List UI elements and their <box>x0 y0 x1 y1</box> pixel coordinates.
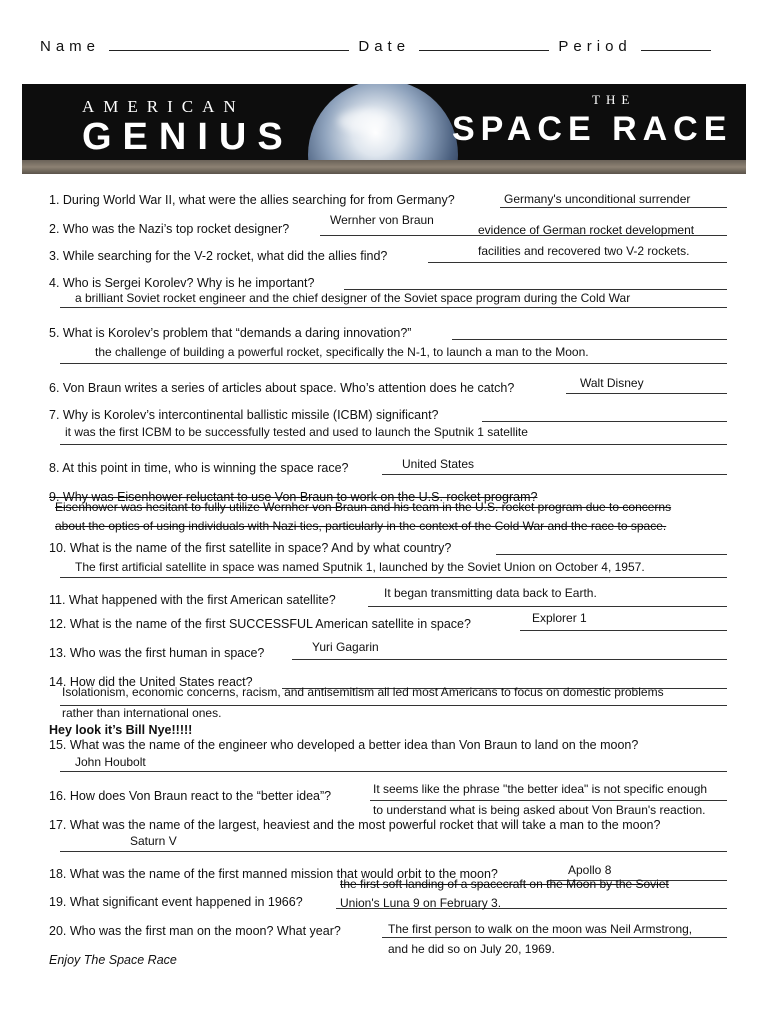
period-field[interactable] <box>641 38 711 51</box>
question-16: 16. How does Von Braun react to the “better idea”? <box>49 789 332 803</box>
question-9: 9. Why was Eisenhower reluctant to use Von Braun to work on the U.S. rocket program? <box>49 490 538 504</box>
answer-line-5b[interactable] <box>60 363 727 364</box>
answer-3-line-2: facilities and recovered two V-2 rockets. <box>478 244 690 258</box>
answer-line-4b[interactable] <box>60 307 727 308</box>
answer-19-line-1: the first soft landing of a spacecraft on the Moon by the Soviet <box>340 877 669 891</box>
answer-1: Germany's unconditional surrender <box>504 192 691 206</box>
question-20: 20. Who was the first man on the moon? What year? <box>49 924 341 938</box>
answer-12: Explorer 1 <box>532 611 587 625</box>
question-6: 6. Von Braun writes a series of articles about space. Who’s attention does he catch? <box>49 381 515 395</box>
question-19: 19. What significant event happened in 1966? <box>49 895 303 909</box>
question-12: 12. What is the name of the first SUCCESSFUL American satellite in space? <box>49 617 471 631</box>
answer-5: the challenge of building a powerful rocket, specifically the N-1, to launch a man to the Moon. <box>95 345 589 359</box>
question-15: 15. What was the name of the engineer who developed a better idea than Von Braun to land on the moon? <box>49 738 639 752</box>
footer-note: Enjoy The Space Race <box>49 953 177 967</box>
answer-8: United States <box>402 457 475 471</box>
name-field[interactable] <box>109 38 349 51</box>
question-3: 3. While searching for the V-2 rocket, what did the allies find? <box>49 249 388 263</box>
answer-line-7b[interactable] <box>60 444 727 445</box>
answer-line-8[interactable] <box>382 474 727 475</box>
period-label: Period <box>558 38 632 55</box>
answer-line-6[interactable] <box>566 393 727 394</box>
answer-9-line-2: about the optics of using individuals with Nazi ties, particularly in the context of the Cold War and the race to space. <box>55 519 667 533</box>
question-8: 8. At this point in time, who is winning the space race? <box>49 461 349 475</box>
answer-6: Walt Disney <box>580 376 644 390</box>
answer-10: The first artificial satellite in space was named Sputnik 1, launched by the Soviet Union on October 4, 1957. <box>75 560 645 574</box>
answer-line-17[interactable] <box>60 851 727 852</box>
answer-16-line-1: It seems like the phrase "the better idea" is not specific enough <box>373 782 708 796</box>
question-11: 11. What happened with the first American satellite? <box>49 593 336 607</box>
answer-line-11[interactable] <box>368 606 727 607</box>
answer-4: a brilliant Soviet rocket engineer and the chief designer of the Soviet space program during the Cold War <box>75 291 631 305</box>
answer-line-15[interactable] <box>60 771 727 772</box>
answer-9-line-1: Eisenhower was hesitant to fully utilize Wernher von Braun and his team in the U.S. rocket program due to concerns <box>55 500 672 514</box>
answer-19-line-2: Union's Luna 9 on February 3. <box>340 896 502 910</box>
question-7: 7. Why is Korolev’s intercontinental ballistic missile (ICBM) significant? <box>49 408 439 422</box>
student-info-header <box>40 38 711 55</box>
answer-14-line-1: Isolationism, economic concerns, racism, and antisemitism all led most Americans to focus on domestic problems <box>62 685 664 699</box>
banner-the: THE <box>592 92 636 107</box>
answer-line-3[interactable] <box>428 262 727 263</box>
answer-line-4a[interactable] <box>344 289 727 290</box>
answer-line-5a[interactable] <box>452 339 727 340</box>
answer-18: Apollo 8 <box>568 863 612 877</box>
title-banner <box>22 84 746 174</box>
question-18: 18. What was the name of the first manned mission that would orbit to the moon? <box>49 867 498 881</box>
answer-17: Saturn V <box>130 834 177 848</box>
question-5: 5. What is Korolev’s problem that “demands a daring innovation?” <box>49 326 412 340</box>
question-1: 1. During World War II, what were the allies searching for from Germany? <box>49 193 455 207</box>
answer-line-20[interactable] <box>382 937 727 938</box>
name-label: Name <box>40 38 101 55</box>
answer-line-1[interactable] <box>500 207 727 208</box>
question-2: 2. Who was the Nazi’s top rocket designer? <box>49 222 290 236</box>
answer-line-16[interactable] <box>370 800 727 801</box>
answer-line-10a[interactable] <box>496 554 727 555</box>
question-17: 17. What was the name of the largest, heaviest and the most powerful rocket that will take a man to the moon? <box>49 818 661 832</box>
banner-space-race: SPACE RACE <box>452 110 733 148</box>
moon-surface-image <box>22 160 746 174</box>
answer-line-12[interactable] <box>520 630 727 631</box>
answer-line-13[interactable] <box>292 659 727 660</box>
answer-11: It began transmitting data back to Earth. <box>384 586 597 600</box>
answer-16-line-2: to understand what is being asked about Von Braun's reaction. <box>373 803 706 817</box>
question-14: 14. How did the United States react? <box>49 675 253 689</box>
banner-genius: GENIUS <box>82 116 294 158</box>
question-4: 4. Who is Sergei Korolev? Why is he important? <box>49 276 315 290</box>
answer-20-line-2: and he did so on July 20, 1969. <box>388 942 555 956</box>
date-label: Date <box>358 38 411 55</box>
answer-line-7a[interactable] <box>482 421 727 422</box>
banner-american: AMERICAN <box>82 97 245 116</box>
answer-15: John Houbolt <box>75 755 146 769</box>
answer-line-10b[interactable] <box>60 577 727 578</box>
date-field[interactable] <box>419 38 549 51</box>
answer-7: it was the first ICBM to be successfully tested and used to launch the Sputnik 1 satellite <box>65 425 528 439</box>
answer-2: Wernher von Braun <box>330 213 434 227</box>
answer-14-line-2: rather than international ones. <box>62 706 222 720</box>
answer-3-line-1: evidence of German rocket development <box>478 223 695 237</box>
answer-line-14b[interactable] <box>60 705 727 706</box>
answer-20-line-1: The first person to walk on the moon was Neil Armstrong, <box>388 922 693 936</box>
answer-13: Yuri Gagarin <box>312 640 379 654</box>
question-10: 10. What is the name of the first satellite in space? And by what country? <box>49 541 452 555</box>
bill-nye-note: Hey look it’s Bill Nye!!!!! <box>49 723 193 737</box>
question-13: 13. Who was the first human in space? <box>49 646 265 660</box>
